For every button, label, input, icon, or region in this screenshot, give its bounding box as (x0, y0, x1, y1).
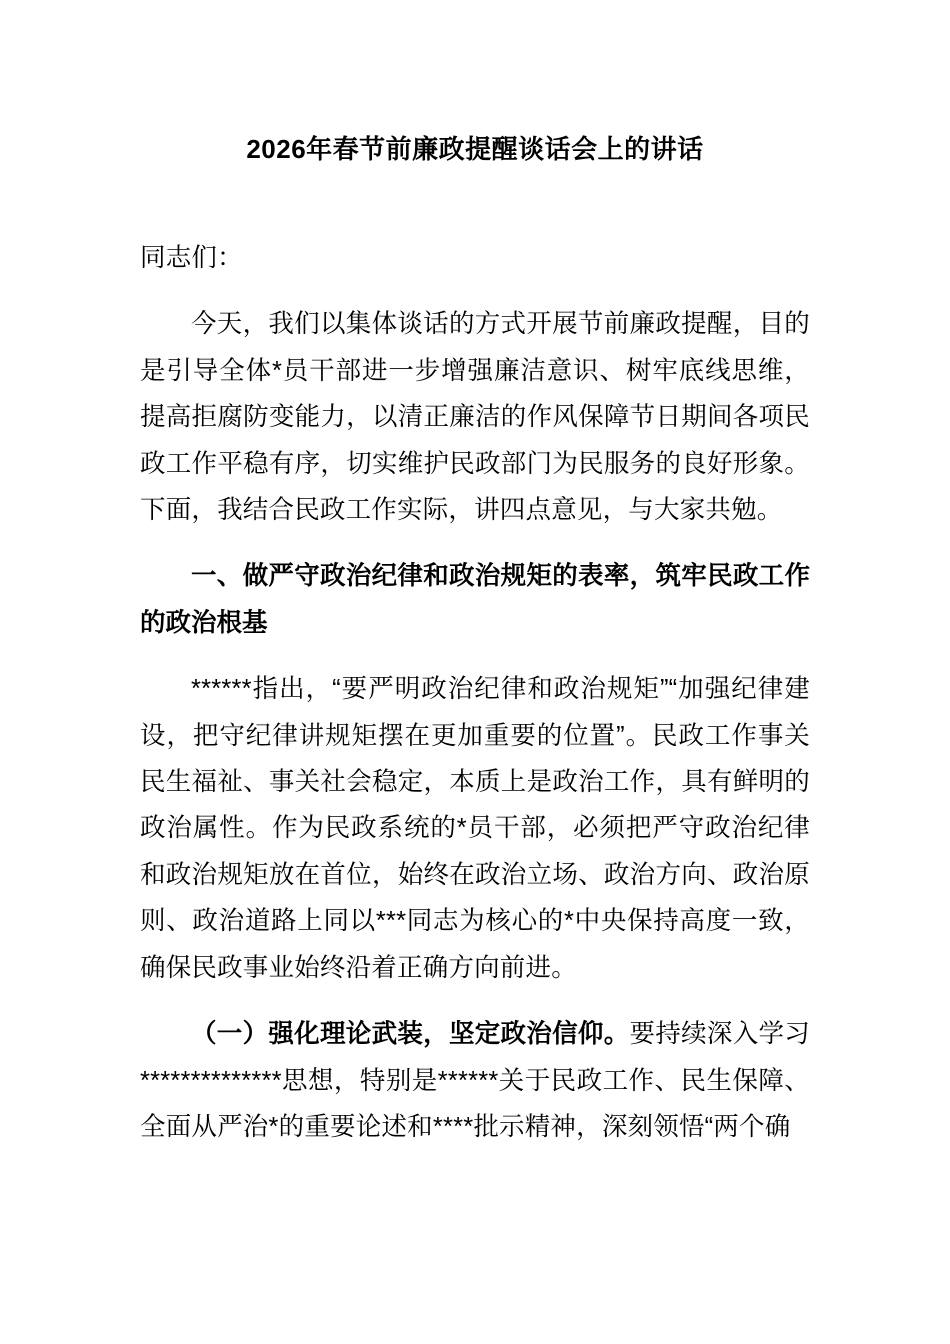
subsection-one-paragraph (140, 1011, 810, 1150)
spacer (140, 287, 810, 301)
salutation: 同志们： (140, 244, 243, 272)
spacer (140, 652, 810, 666)
section-one-heading: 一、做严守政治纪律和政治规矩的表率，筑牢民政工作的政治根基 (140, 562, 810, 637)
subsection-one-label: （一）强化理论武装，坚定政治信仰。 (191, 1020, 630, 1049)
spacer (140, 539, 810, 553)
section-one-body: ******指出，“要严明政治纪律和政治规矩”“加强纪律建设，把守纪律讲规矩摆在更加重要的位置”。民政工作事关民生福祉、事关社会稳定，本质上是政治工作，具有鲜明的政治属性。作为民政系统的*员干部，必须把严守政治纪律和政治规矩放在首位，始终在政治立场、政治方向、政治原则、政治道路上同以***同志为核心的*中央保持高度一致，确保民政事业始终沿着正确方向前进。 (140, 675, 810, 982)
page-title: 2026年春节前廉政提醒谈话会上的讲话 (246, 134, 704, 164)
intro-paragraph: 今天，我们以集体谈话的方式开展节前廉政提醒，目的是引导全体*员干部进一步增强廉洁意识、树牢底线思维，提高拒腐防变能力，以清正廉洁的作风保障节日期间各项民政工作平稳有序，切实维护民政部门为民服务的良好形象。下面，我结合民政工作实际，讲四点意见，与大家共勉。 (140, 310, 810, 525)
spacer (140, 997, 810, 1011)
subsection-one-body: 要持续深入学习**************思想，特别是******关于民政工作、民生保障、全面从严治*的重要论述和****批示精神，深刻领悟“两个确 (140, 1020, 811, 1141)
